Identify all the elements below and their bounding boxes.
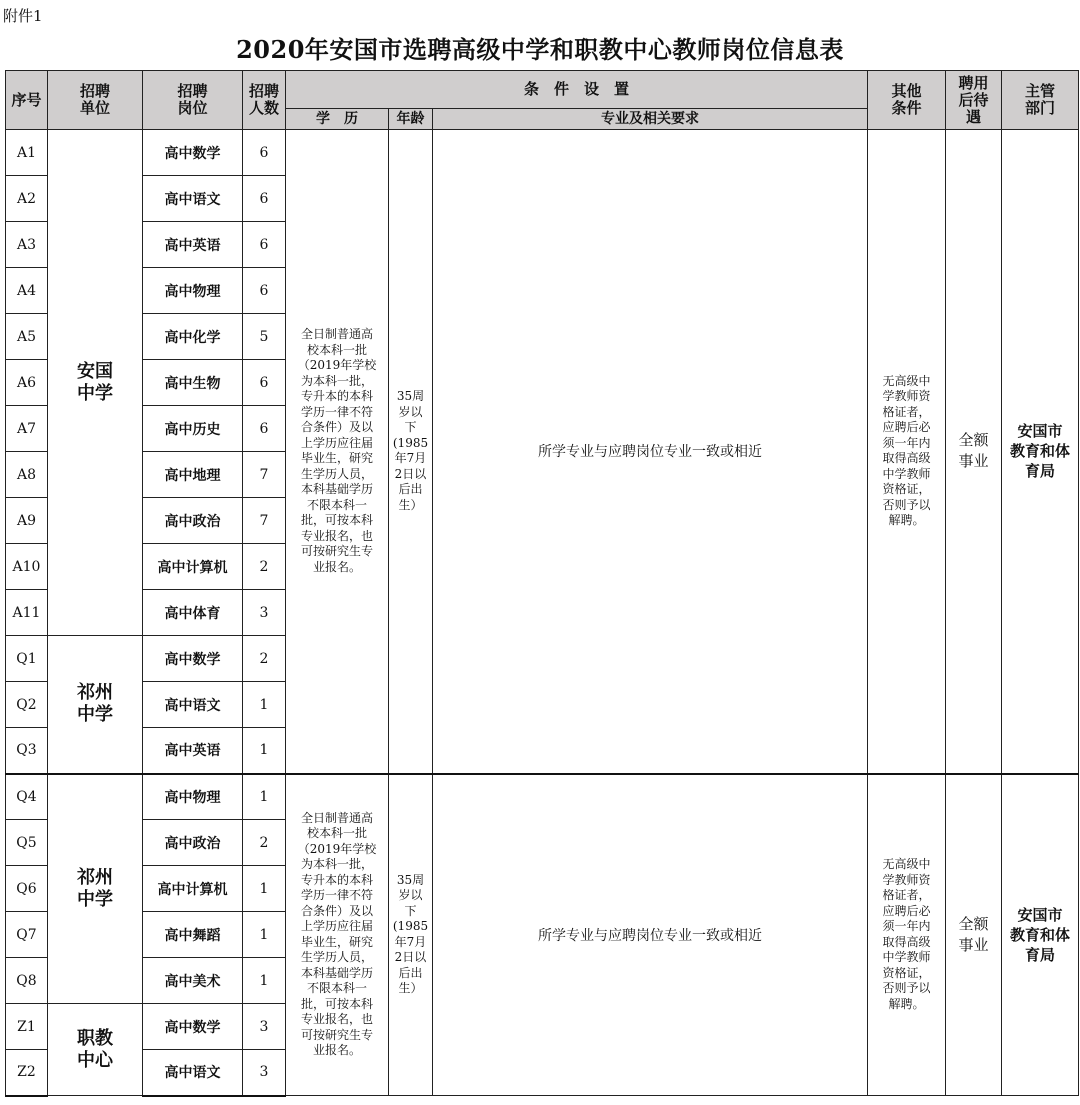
row-id: Q2 [6, 682, 48, 728]
row-post: 高中数学 [143, 1004, 243, 1050]
row-count: 1 [243, 682, 286, 728]
row-count: 2 [243, 544, 286, 590]
row-post: 高中历史 [143, 406, 243, 452]
header-unit: 招聘 单位 [48, 71, 143, 130]
row-id: Q3 [6, 728, 48, 774]
row-post: 高中物理 [143, 268, 243, 314]
row-count: 3 [243, 590, 286, 636]
education-requirement: 全日制普通高 校本科一批 （2019年学校 为本科一批， 专升本的本科 学历一律不符 合条件）及以 上学历应往届 毕业生，研究 生学历人员， 本科基础学历 不限本科一 批，可按本科 专业报名，也 可按研究生专 业报名。 [286, 774, 389, 1096]
row-id: Q5 [6, 820, 48, 866]
treatment-cell: 全额 事业 [946, 130, 1002, 774]
row-post: 高中数学 [143, 130, 243, 176]
unit-cell: 祁州 中学 [48, 636, 143, 774]
row-count: 1 [243, 866, 286, 912]
row-post: 高中美术 [143, 958, 243, 1004]
row-count: 6 [243, 176, 286, 222]
row-id: A4 [6, 268, 48, 314]
header-major: 专业及相关要求 [433, 109, 868, 130]
row-post: 高中语文 [143, 1050, 243, 1096]
row-post: 高中语文 [143, 682, 243, 728]
row-post: 高中计算机 [143, 866, 243, 912]
header-other: 其他 条件 [868, 71, 946, 130]
row-count: 7 [243, 452, 286, 498]
row-count: 1 [243, 728, 286, 774]
row-post: 高中英语 [143, 728, 243, 774]
header-treatment: 聘用 后待 遇 [946, 71, 1002, 130]
row-post: 高中政治 [143, 820, 243, 866]
row-count: 5 [243, 314, 286, 360]
row-id: A3 [6, 222, 48, 268]
row-id: A6 [6, 360, 48, 406]
row-id: Z2 [6, 1050, 48, 1096]
other-conditions: 无高级中 学教师资 格证者， 应聘后必 须一年内 取得高级 中学教师 资格证， 否则予以 解聘。 [868, 774, 946, 1096]
row-id: Q8 [6, 958, 48, 1004]
other-conditions: 无高级中 学教师资 格证者， 应聘后必 须一年内 取得高级 中学教师 资格证， 否则予以 解聘。 [868, 130, 946, 774]
row-count: 3 [243, 1004, 286, 1050]
row-count: 3 [243, 1050, 286, 1096]
unit-cell: 安国 中学 [48, 130, 143, 636]
row-count: 1 [243, 958, 286, 1004]
row-id: A7 [6, 406, 48, 452]
unit-cell: 职教 中心 [48, 1004, 143, 1096]
row-id: A1 [6, 130, 48, 176]
row-count: 2 [243, 820, 286, 866]
row-post: 高中语文 [143, 176, 243, 222]
row-post: 高中体育 [143, 590, 243, 636]
header-conditions: 条 件 设 置 [286, 71, 868, 109]
header-education: 学 历 [286, 109, 389, 130]
department-cell: 安国市 教育和体 育局 [1002, 130, 1079, 774]
row-id: Q1 [6, 636, 48, 682]
row-count: 1 [243, 912, 286, 958]
age-requirement: 35周 岁以 下 (1985 年7月 2日以 后出 生） [389, 774, 433, 1096]
age-requirement: 35周 岁以 下 (1985 年7月 2日以 后出 生） [389, 130, 433, 774]
unit-cell: 祁州 中学 [48, 774, 143, 1004]
header-post: 招聘 岗位 [143, 71, 243, 130]
row-post: 高中化学 [143, 314, 243, 360]
row-count: 6 [243, 360, 286, 406]
row-id: Q4 [6, 774, 48, 820]
position-table [5, 70, 1079, 1097]
header-dept: 主管 部门 [1002, 71, 1079, 130]
row-count: 6 [243, 222, 286, 268]
row-count: 6 [243, 406, 286, 452]
header-count: 招聘 人数 [243, 71, 286, 130]
table-row [6, 130, 1079, 176]
row-post: 高中政治 [143, 498, 243, 544]
row-id: A8 [6, 452, 48, 498]
row-id: Z1 [6, 1004, 48, 1050]
row-count: 6 [243, 130, 286, 176]
header-seq: 序号 [6, 71, 48, 130]
page-title: 2020年安国市选聘高级中学和职教中心教师岗位信息表 [236, 35, 844, 64]
row-id: A2 [6, 176, 48, 222]
row-id: A9 [6, 498, 48, 544]
row-post: 高中计算机 [143, 544, 243, 590]
row-post: 高中生物 [143, 360, 243, 406]
row-count: 2 [243, 636, 286, 682]
row-count: 1 [243, 774, 286, 820]
table-row [6, 774, 1079, 820]
major-requirement: 所学专业与应聘岗位专业一致或相近 [433, 774, 868, 1096]
row-id: A11 [6, 590, 48, 636]
row-post: 高中数学 [143, 636, 243, 682]
header-age: 年龄 [389, 109, 433, 130]
row-post: 高中物理 [143, 774, 243, 820]
row-post: 高中英语 [143, 222, 243, 268]
treatment-cell: 全额 事业 [946, 774, 1002, 1096]
row-post: 高中舞蹈 [143, 912, 243, 958]
row-count: 6 [243, 268, 286, 314]
row-id: Q6 [6, 866, 48, 912]
row-id: Q7 [6, 912, 48, 958]
row-count: 7 [243, 498, 286, 544]
row-post: 高中地理 [143, 452, 243, 498]
major-requirement: 所学专业与应聘岗位专业一致或相近 [433, 130, 868, 774]
row-id: A10 [6, 544, 48, 590]
education-requirement: 全日制普通高 校本科一批 （2019年学校 为本科一批， 专升本的本科 学历一律不符 合条件）及以 上学历应往届 毕业生，研究 生学历人员， 本科基础学历 不限本科一 批，可按本科 专业报名，也 可按研究生专 业报名。 [286, 130, 389, 774]
row-id: A5 [6, 314, 48, 360]
annex-label: 附件1 [3, 7, 43, 25]
department-cell: 安国市 教育和体 育局 [1002, 774, 1079, 1096]
